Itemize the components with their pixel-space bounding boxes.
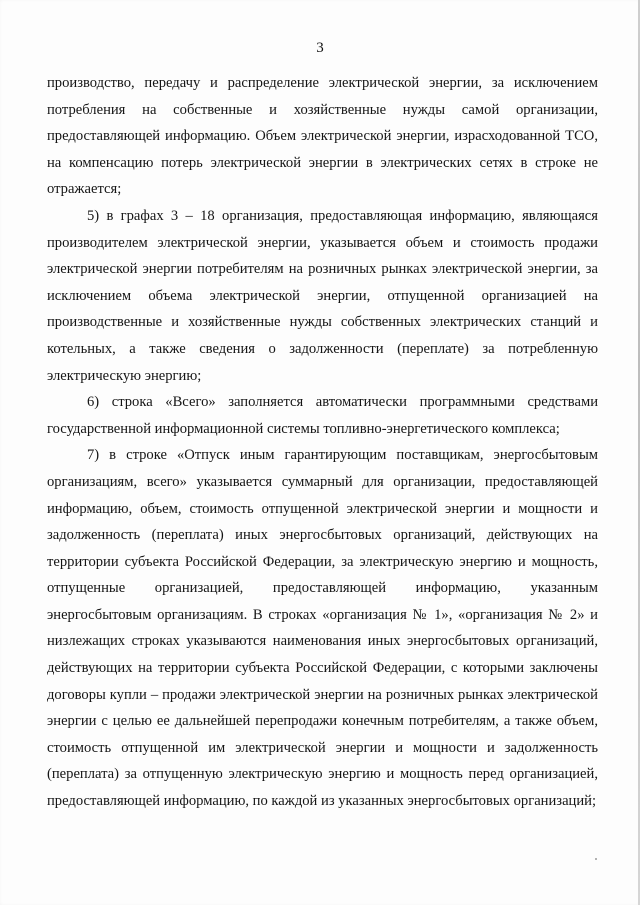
- paragraph-item-7: 7) в строке «Отпуск иным гарантирующим поставщикам, энергосбытовым организациям, всего» указывается суммарный для организации, предоставляющей информацию, объем, стоимость отпущенной электрической энергии и мощности и задолженность (переплата) иных энергосбытовых организаций, действующих на территории субъекта Российской Федерации, за электрическую энергию и мощность, отпущенные организацией, предоставляющей информацию, указанным энергосбытовым организациям. В строках «организация № 1», «организация № 2» и низлежащих строках указываются наименования иных энергосбытовых организаций, действующих на территории субъекта Российской Федерации, с которыми заключены договоры купли – продажи электрической энергии на розничных рынках электрической энергии с целью ее дальнейшей перепродажи конечным потребителям, а также объем, стоимость отпущенной им электрической энергии и мощности и задолженность (переплата) за отпущенную электрическую энергию и мощность перед организацией, предоставляющей информацию, по каждой из указанных энергосбытовых организаций;: [47, 447, 598, 810]
- page-number: 3: [316, 40, 324, 56]
- paragraph-item-5: 5) в графах 3 – 18 организация, предоставляющая информацию, являющаяся производителем электрической энергии, указывается объем и стоимость продажи электрической энергии потребителям на розничных рынках электрической энергии, за исключением объема электрической энергии, отпущенной организацией на производственные и хозяйственные нужды собственных электрических станций и котельных, а также сведения о задолженности (переплате) за потребленную электрическую энергию;: [47, 207, 598, 384]
- paragraph-continuation: производство, передачу и распределение электрической энергии, за исключением потребления на собственные и хозяйственные нужды самой организации, предоставляющей информацию. Объем электрической энергии, израсходованной ТСО, на компенсацию потерь электрической энергии в электрических сетях в строке не отражается;: [47, 75, 598, 198]
- paragraph-item-6: 6) строка «Всего» заполняется автоматически программными средствами государственной информационной системы топливно-энергетического комплекса;: [47, 394, 598, 437]
- document-body: [47, 70, 598, 815]
- scan-speck: [595, 858, 597, 860]
